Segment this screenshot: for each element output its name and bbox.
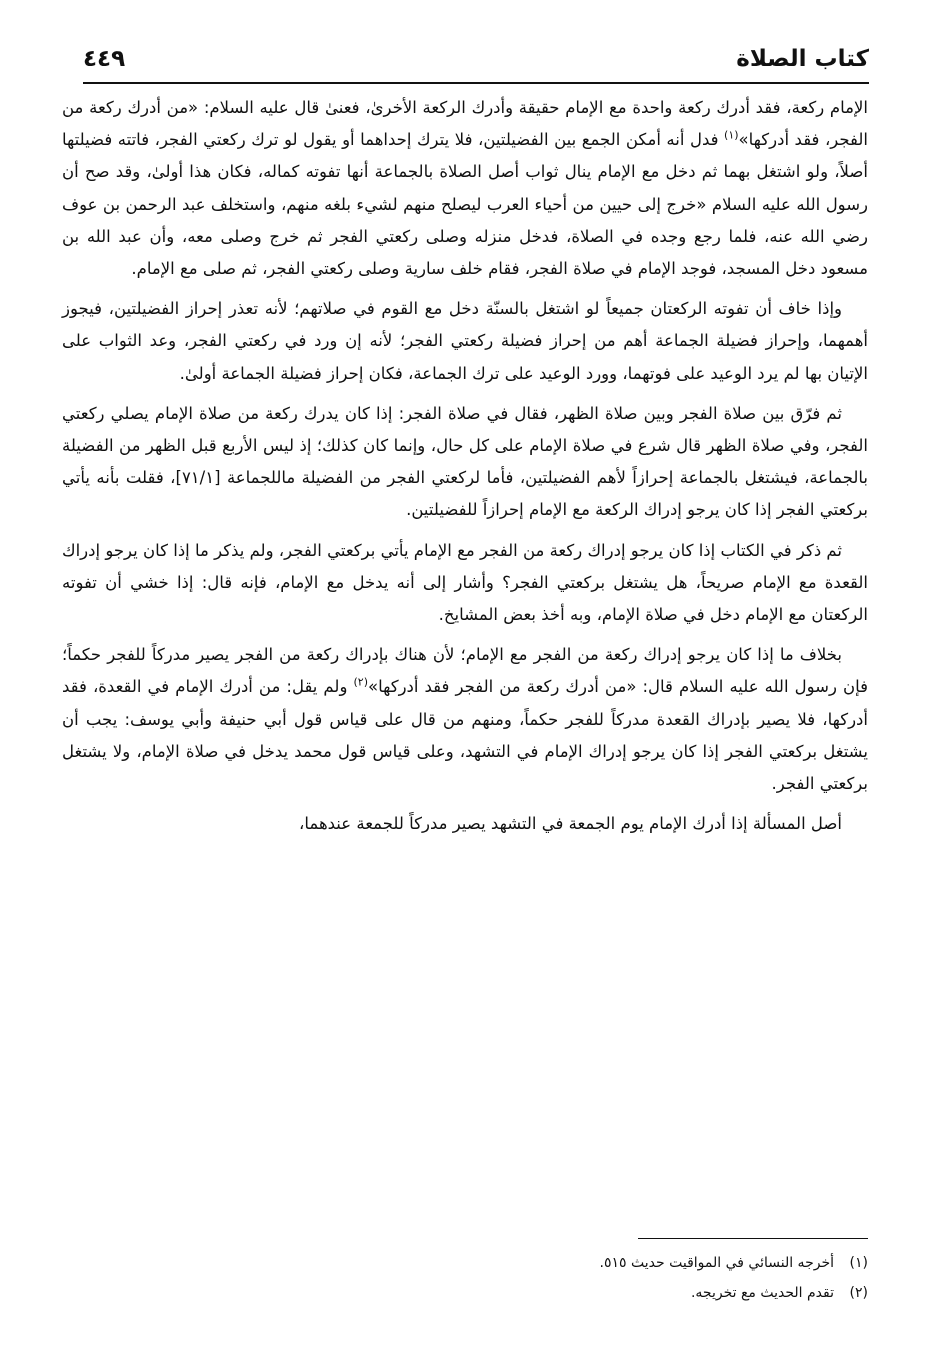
paragraph: وإذا خاف أن تفوته الركعتان جميعاً لو اشتغل بالسنّة دخل مع القوم في صلاتهم؛ لأنه تعذر إحراز الفضيلتين، فيجوز أهمهما، وإحراز فضيلة الجماعة أهم من إحراز فضيلة ركعتي الفجر؛ لأنه إن ورد في ركعتي الفجر، وعد الثواب على الإتيان بها لم يرد الوعيد على فوتهما، وورد الوعيد على ترك الجماعة، فكان إحراز فضيلة الجماعة أولىٰ. [62,299,868,383]
page-number: ٤٤٩ [83,46,126,72]
paragraph: ثم ذكر في الكتاب إذا كان يرجو إدراك ركعة من الفجر مع الإمام يأتي بركعتي الفجر، ولم يذكر ما إذا كان يرجو إدراك القعدة مع الإمام صريحاً، هل يشتغل بركعتي الفجر؟ وأشار إلى أنه يدخل مع الإمام، فإنه قال: إذا خشي أن تفوته الركعتان مع الإمام دخل في صلاة الإمام، وبه أخذ بعض المشايخ. [62,540,868,625]
page-header [83,40,869,80]
footnote [168,1248,868,1278]
footnote-marker: (١) [724,128,739,142]
footnote-number: (٢) [849,1285,868,1301]
footnotes [168,1248,868,1308]
footnote [168,1278,868,1308]
paragraph: ثم فرّق بين صلاة الفجر وبين صلاة الظهر، فقال في صلاة الفجر: إذا كان يدرك ركعة من صلاة الإمام يصلي ركعتي الفجر، وفي صلاة الظهر قال شرع في صلاة الإمام على كل حال، وإنما كان كذلك؛ إذ ليس الأربع قبل الظهر من الفضيلة بالجماعة، فيشتغل بالجماعة إحرازاً لأهم الفضيلتين، فأما لركعتي الفجر من الفضيلة ماللجماعة [٧١/١]، فقلت بأنه يأتي بركعتي الفجر إذا كان يرجو إدراك الركعة مع الإمام إحرازاً للفضيلتين. [62,403,869,520]
footnote-text: أخرجه النسائي في المواقيت حديث ٥١٥. [599,1255,834,1271]
footnote-text: تقدم الحديث مع تخريجه. [690,1285,834,1301]
footnote-number: (١) [849,1255,868,1271]
header-divider [83,82,869,84]
paragraph: الإمام ركعة، فقد أدرك ركعة واحدة مع الإمام حقيقة وأدرك الركعة الأخرىٰ، فعنىٰ قال عليه السلام: «من أدرك ركعة من الفجر، فقد أدركها»$^{(١)}$ فدل أنه أمكن الجمع بين الفضيلتين، فلا يترك إحداهما أو يقول لو ترك ركعتي الفجر، فاتته فضيلتها أصلاً، ولو اشتغل بهما ثم دخل مع الإمام ينال ثواب أصل الصلاة بالجماعة أنها تفوته كماله، فكان هذا أولىٰ، وقد صح أن رسول الله عليه السلام «خرج إلى حيين من أحياء العرب ليصلح منهم لشيء بلغه منهم، واستخلف عبد الرحمن بن عوف رضي الله عنه، فلما رجع وجده في الصلاة، فدخل منزله وصلى ركعتي الفجر ثم خرج وصلى معه، وأن عبد الله بن مسعود دخل المسجد، فوجد الإمام في صلاة الفجر، فقام خلف سارية وصلى ركعتي الفجر، ثم صلى مع الإمام. [62,98,869,279]
chapter-title: كتاب الصلاة [736,46,869,72]
footnote-divider [638,1238,868,1239]
paragraph: أصل المسألة إذا أدرك الإمام يوم الجمعة في التشهد يصير مدركاً للجمعة عندهما، [299,814,842,834]
footnote-marker: (٢) [353,675,368,689]
paragraph: بخلاف ما إذا كان يرجو إدراك ركعة من الفجر مع الإمام؛ لأن هناك بإدراك ركعة من الفجر يصير مدركاً للفجر حكماً؛ فإن رسول الله عليه السلام قال: «من أدرك ركعة من الفجر فقد أدركها»$^{(٢)}$ ولم يقل: من أدرك الإمام في القعدة، فقد أدركها، فلا يصير بإدراك القعدة مدركاً للفجر حكماً، ومنهم من قال على قياس قول أبي حنيفة وأبي يوسف: يجب أن يشتغل بركعتي الفجر إذا كان يرجو إدراك الإمام في التشهد، وعلى قياس قول محمد يدخل في صلاة الإمام، ولا يشتغل بركعتي الفجر. [62,645,868,794]
main-text [62,92,868,848]
